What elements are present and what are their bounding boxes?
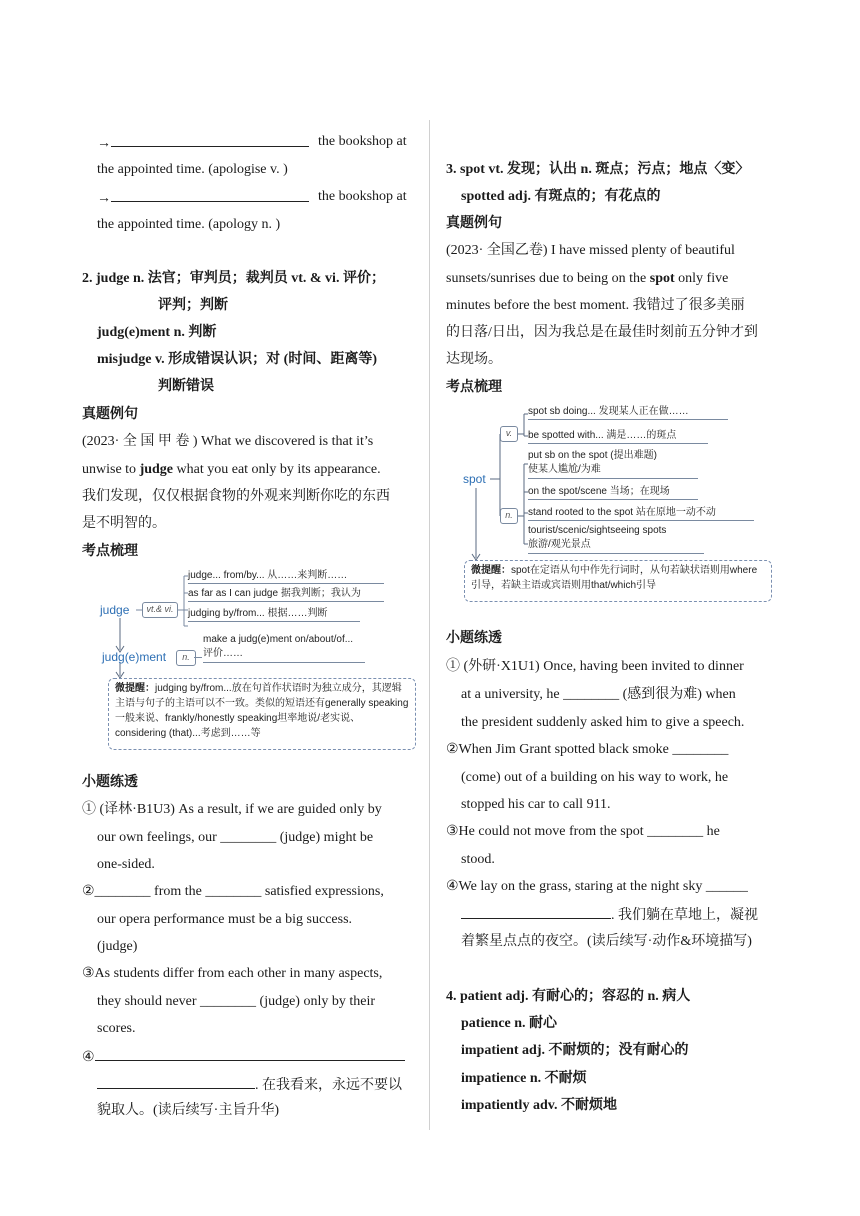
- pos-tag: vt.& vi.: [142, 602, 178, 618]
- phrase-item: put sb on the spot (提出难题): [528, 450, 657, 461]
- continuation-line-1: → the bookshop at: [97, 134, 407, 151]
- judge-mind-map: [100, 566, 420, 752]
- mind-map-root: spot: [463, 472, 486, 486]
- section-heading-example: 真题例句: [82, 407, 138, 422]
- derivative-judgement: judg(e)ment n. 判断: [97, 325, 217, 340]
- derivative-misjudge: misjudge v. 形成错误认识；对 (时间、距离等): [97, 352, 377, 367]
- practice-question-2: ②When Jim Grant spotted black smoke ________: [446, 742, 729, 757]
- example-translation: 的日落/日出，因为我总是在最佳时刻前五分钟才到: [446, 325, 758, 340]
- practice-question-1: the president suddenly asked him to give a speech.: [461, 715, 745, 730]
- phrase-item: as far as I can judge 据我判断；我认为: [188, 588, 361, 599]
- phrase-item: make a judg(e)ment on/about/of...: [203, 634, 354, 645]
- spot-mind-map: [460, 400, 774, 606]
- practice-question-4: ④: [82, 1048, 405, 1066]
- connector: [194, 657, 202, 658]
- tip-box: 微提醒：judging by/from...放在句首作状语时为独立成分，其逻辑主语与句子的主语可以不一致。类似的短语还有generally speaking一般来说、frankly/honestly speaking坦率地说/老实说、considering (that)...考虑到……等: [108, 678, 416, 750]
- entry-heading-patient: 4. patient adj. 有耐心的；容忍的 n. 病人: [446, 989, 691, 1004]
- derivative-impatiently: impatiently adv. 不耐烦地: [461, 1098, 617, 1113]
- phrase-item: judging by/from... 根据……判断: [188, 608, 328, 619]
- practice-question-4: 貌取人。(读后续写·主旨升华): [97, 1103, 279, 1118]
- phrase-item: on the spot/scene 当场；在现场: [528, 486, 670, 497]
- practice-question-2: (come) out of a building on his way to work, he: [461, 770, 729, 785]
- practice-question-4: . 我们躺在草地上，凝视: [461, 906, 758, 924]
- practice-question-3: scores.: [97, 1021, 136, 1036]
- phrase-underline: [528, 499, 698, 500]
- practice-question-2: stopped his car to call 911.: [461, 797, 611, 812]
- practice-question-1: at a university, he ________ (感到很为难) when: [461, 687, 736, 702]
- phrase-item: stand rooted to the spot 站在原地一动不动: [528, 507, 716, 518]
- practice-question-2: ②________ from the ________ satisfied expressions,: [82, 884, 384, 899]
- pos-tag: v.: [500, 426, 518, 442]
- practice-question-1: ① (外研·X1U1) Once, having been invited to dinner: [446, 659, 744, 674]
- mind-map-noun: judg(e)ment: [102, 650, 167, 664]
- phrase-item: 使某人尴尬/为难: [528, 464, 601, 475]
- mind-map-root: judge: [100, 603, 130, 617]
- section-heading-points: 考点梳理: [446, 380, 502, 395]
- phrase-underline: [203, 662, 365, 663]
- example-sentence: unwise to judge what you eat only by its appearance.: [82, 462, 381, 477]
- phrase-underline: [528, 553, 704, 554]
- continuation-line-4: the appointed time. (apology n. ): [97, 217, 281, 232]
- practice-question-1: one-sided.: [97, 857, 155, 872]
- practice-question-3: ③As students differ from each other in many aspects,: [82, 966, 383, 981]
- practice-question-3: they should never ________ (judge) only by their: [97, 994, 376, 1009]
- pos-tag: n.: [500, 508, 518, 524]
- phrase-item: judge... from/by... 从……来判断……: [188, 570, 348, 581]
- practice-question-4: ④We lay on the grass, staring at the night sky ______: [446, 879, 748, 894]
- practice-question-4: . 在我看来，永远不要以: [97, 1076, 402, 1094]
- derivative-misjudge-cont: 判断错误: [158, 379, 214, 394]
- practice-question-2: (judge): [97, 939, 138, 954]
- section-heading-example: 真题例句: [446, 216, 502, 231]
- phrase-underline: [528, 443, 708, 444]
- column-divider: [429, 120, 430, 1130]
- answer-blank[interactable]: [111, 134, 309, 147]
- example-sentence: minutes before the best moment. 我错过了很多美丽: [446, 298, 745, 313]
- section-heading-practice: 小题练透: [82, 775, 138, 790]
- tip-box: 微提醒：spot在定语从句中作先行词时，从句若缺状语则用where引导，若缺主语或宾语则用that/which引导: [464, 560, 772, 602]
- example-translation: 达现场。: [446, 352, 502, 367]
- phrase-underline: [528, 478, 698, 479]
- entry-heading-judge: 2. judge n. 法官；审判员；裁判员 vt. & vi. 评价；: [82, 271, 385, 286]
- answer-blank[interactable]: [97, 1076, 255, 1089]
- answer-blank[interactable]: [461, 906, 611, 919]
- practice-question-1: our own feelings, our ________ (judge) might be: [97, 830, 374, 845]
- phrase-underline: [528, 520, 754, 521]
- continuation-line-2: the appointed time. (apologise v. ): [97, 162, 288, 177]
- example-translation: 是不明智的。: [82, 516, 166, 531]
- phrase-underline: [188, 621, 360, 622]
- practice-question-2: our opera performance must be a big success.: [97, 912, 353, 927]
- example-sentence: sunsets/sunrises due to being on the spot only five: [446, 271, 729, 286]
- practice-question-1: ① (译林·B1U3) As a result, if we are guided only by: [82, 802, 382, 817]
- derivative-impatient: impatient adj. 不耐烦的；没有耐心的: [461, 1043, 689, 1058]
- example-translation: 我们发现，仅仅根据食物的外观来判断你吃的东西: [82, 489, 390, 504]
- phrase-item: 旅游/观光景点: [528, 539, 591, 550]
- phrase-underline: [188, 601, 384, 602]
- phrase-item: spot sb doing... 发现某人正在做……: [528, 406, 689, 417]
- pos-tag: n.: [176, 650, 196, 666]
- phrase-item: be spotted with... 满是……的斑点: [528, 430, 677, 441]
- phrase-underline: [528, 419, 728, 420]
- answer-blank[interactable]: [111, 189, 309, 202]
- answer-blank[interactable]: [95, 1048, 405, 1061]
- continuation-line-3: → the bookshop at: [97, 189, 407, 206]
- phrase-item: tourist/scenic/sightseeing spots: [528, 525, 667, 536]
- section-heading-practice: 小题练透: [446, 631, 502, 646]
- entry-heading-spot: 3. spot vt. 发现；认出 n. 斑点；污点；地点〈变〉: [446, 162, 750, 177]
- entry-heading-judge-cont: 评判；判断: [158, 298, 228, 313]
- derivative-impatience: impatience n. 不耐烦: [461, 1071, 587, 1086]
- practice-question-4: 着繁星点点的夜空。(读后续写·动作&环境描写): [461, 934, 752, 949]
- example-sentence: (2023· 全国乙卷) I have missed plenty of beautiful: [446, 243, 735, 258]
- derivative-patience: patience n. 耐心: [461, 1016, 558, 1031]
- section-heading-points: 考点梳理: [82, 544, 138, 559]
- phrase-item: 评价……: [203, 648, 243, 659]
- phrase-underline: [188, 583, 384, 584]
- practice-question-3: ③He could not move from the spot ________ he: [446, 824, 720, 839]
- practice-question-3: stood.: [461, 852, 495, 867]
- entry-heading-spot-cont: spotted adj. 有斑点的；有花点的: [461, 189, 661, 204]
- example-sentence: (2023· 全 国 甲 卷 ) What we discovered is that it’s: [82, 434, 374, 449]
